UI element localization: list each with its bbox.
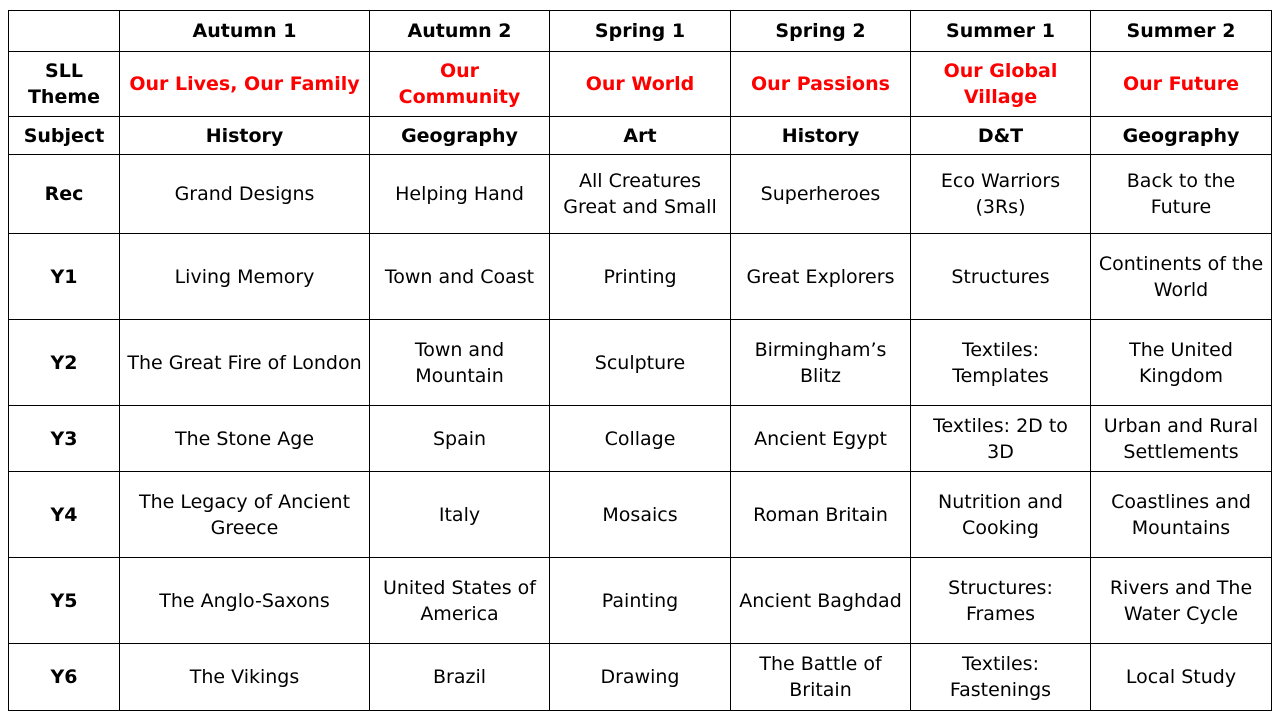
topic-cell: Ancient Baghdad bbox=[731, 558, 911, 644]
topic-cell: Town and Coast bbox=[370, 234, 550, 320]
topic-cell: Brazil bbox=[370, 644, 550, 711]
theme-cell: Our Passions bbox=[731, 52, 911, 117]
topic-cell: Textiles: 2D to 3D bbox=[911, 406, 1091, 472]
term-header: Spring 2 bbox=[731, 11, 911, 52]
topic-cell: Superheroes bbox=[731, 155, 911, 234]
topic-cell: Rivers and The Water Cycle bbox=[1091, 558, 1272, 644]
subject-cell: Art bbox=[550, 117, 731, 155]
term-header: Autumn 1 bbox=[120, 11, 370, 52]
topic-cell: Eco Warriors (3Rs) bbox=[911, 155, 1091, 234]
topic-cell: Sculpture bbox=[550, 320, 731, 406]
topic-cell: Roman Britain bbox=[731, 472, 911, 558]
topic-cell: The United Kingdom bbox=[1091, 320, 1272, 406]
subject-cell: Geography bbox=[1091, 117, 1272, 155]
topic-cell: Collage bbox=[550, 406, 731, 472]
term-header: Spring 1 bbox=[550, 11, 731, 52]
topic-cell: Mosaics bbox=[550, 472, 731, 558]
year-row-y6 bbox=[9, 644, 1272, 711]
topic-cell: Drawing bbox=[550, 644, 731, 711]
corner-cell bbox=[9, 11, 120, 52]
term-header: Summer 1 bbox=[911, 11, 1091, 52]
topic-cell: Coastlines and Mountains bbox=[1091, 472, 1272, 558]
year-label: Y5 bbox=[9, 558, 120, 644]
theme-row bbox=[9, 52, 1272, 117]
year-label: Rec bbox=[9, 155, 120, 234]
topic-cell: Printing bbox=[550, 234, 731, 320]
theme-cell: Our Lives, Our Family bbox=[120, 52, 370, 117]
theme-row-label: SLL Theme bbox=[9, 52, 120, 117]
theme-cell: Our Global Village bbox=[911, 52, 1091, 117]
topic-cell: Ancient Egypt bbox=[731, 406, 911, 472]
topic-cell: Textiles: Templates bbox=[911, 320, 1091, 406]
year-row-y4 bbox=[9, 472, 1272, 558]
theme-cell: Our Community bbox=[370, 52, 550, 117]
subject-cell: Geography bbox=[370, 117, 550, 155]
subject-row-label: Subject bbox=[9, 117, 120, 155]
topic-cell: Spain bbox=[370, 406, 550, 472]
subject-cell: D&T bbox=[911, 117, 1091, 155]
topic-cell: Structures: Frames bbox=[911, 558, 1091, 644]
topic-cell: The Anglo-Saxons bbox=[120, 558, 370, 644]
term-header: Summer 2 bbox=[1091, 11, 1272, 52]
subject-cell: History bbox=[120, 117, 370, 155]
year-label: Y4 bbox=[9, 472, 120, 558]
curriculum-table bbox=[8, 10, 1272, 711]
topic-cell: Birmingham’s Blitz bbox=[731, 320, 911, 406]
topic-cell: Back to the Future bbox=[1091, 155, 1272, 234]
topic-cell: Nutrition and Cooking bbox=[911, 472, 1091, 558]
topic-cell: Local Study bbox=[1091, 644, 1272, 711]
subject-row bbox=[9, 117, 1272, 155]
year-label: Y3 bbox=[9, 406, 120, 472]
topic-cell: Town and Mountain bbox=[370, 320, 550, 406]
subject-cell: History bbox=[731, 117, 911, 155]
year-label: Y1 bbox=[9, 234, 120, 320]
theme-cell: Our Future bbox=[1091, 52, 1272, 117]
theme-cell: Our World bbox=[550, 52, 731, 117]
topic-cell: United States of America bbox=[370, 558, 550, 644]
year-label: Y6 bbox=[9, 644, 120, 711]
topic-cell: Continents of the World bbox=[1091, 234, 1272, 320]
year-row-y2 bbox=[9, 320, 1272, 406]
topic-cell: The Vikings bbox=[120, 644, 370, 711]
year-row-y5 bbox=[9, 558, 1272, 644]
topic-cell: All Creatures Great and Small bbox=[550, 155, 731, 234]
topic-cell: The Battle of Britain bbox=[731, 644, 911, 711]
year-row-y3 bbox=[9, 406, 1272, 472]
term-header-row bbox=[9, 11, 1272, 52]
topic-cell: Living Memory bbox=[120, 234, 370, 320]
term-header: Autumn 2 bbox=[370, 11, 550, 52]
topic-cell: Textiles: Fastenings bbox=[911, 644, 1091, 711]
topic-cell: Structures bbox=[911, 234, 1091, 320]
year-label: Y2 bbox=[9, 320, 120, 406]
topic-cell: Italy bbox=[370, 472, 550, 558]
topic-cell: Grand Designs bbox=[120, 155, 370, 234]
topic-cell: The Great Fire of London bbox=[120, 320, 370, 406]
topic-cell: Painting bbox=[550, 558, 731, 644]
year-row-y1 bbox=[9, 234, 1272, 320]
topic-cell: Helping Hand bbox=[370, 155, 550, 234]
topic-cell: The Stone Age bbox=[120, 406, 370, 472]
topic-cell: The Legacy of Ancient Greece bbox=[120, 472, 370, 558]
topic-cell: Urban and Rural Settlements bbox=[1091, 406, 1272, 472]
year-row-rec bbox=[9, 155, 1272, 234]
topic-cell: Great Explorers bbox=[731, 234, 911, 320]
